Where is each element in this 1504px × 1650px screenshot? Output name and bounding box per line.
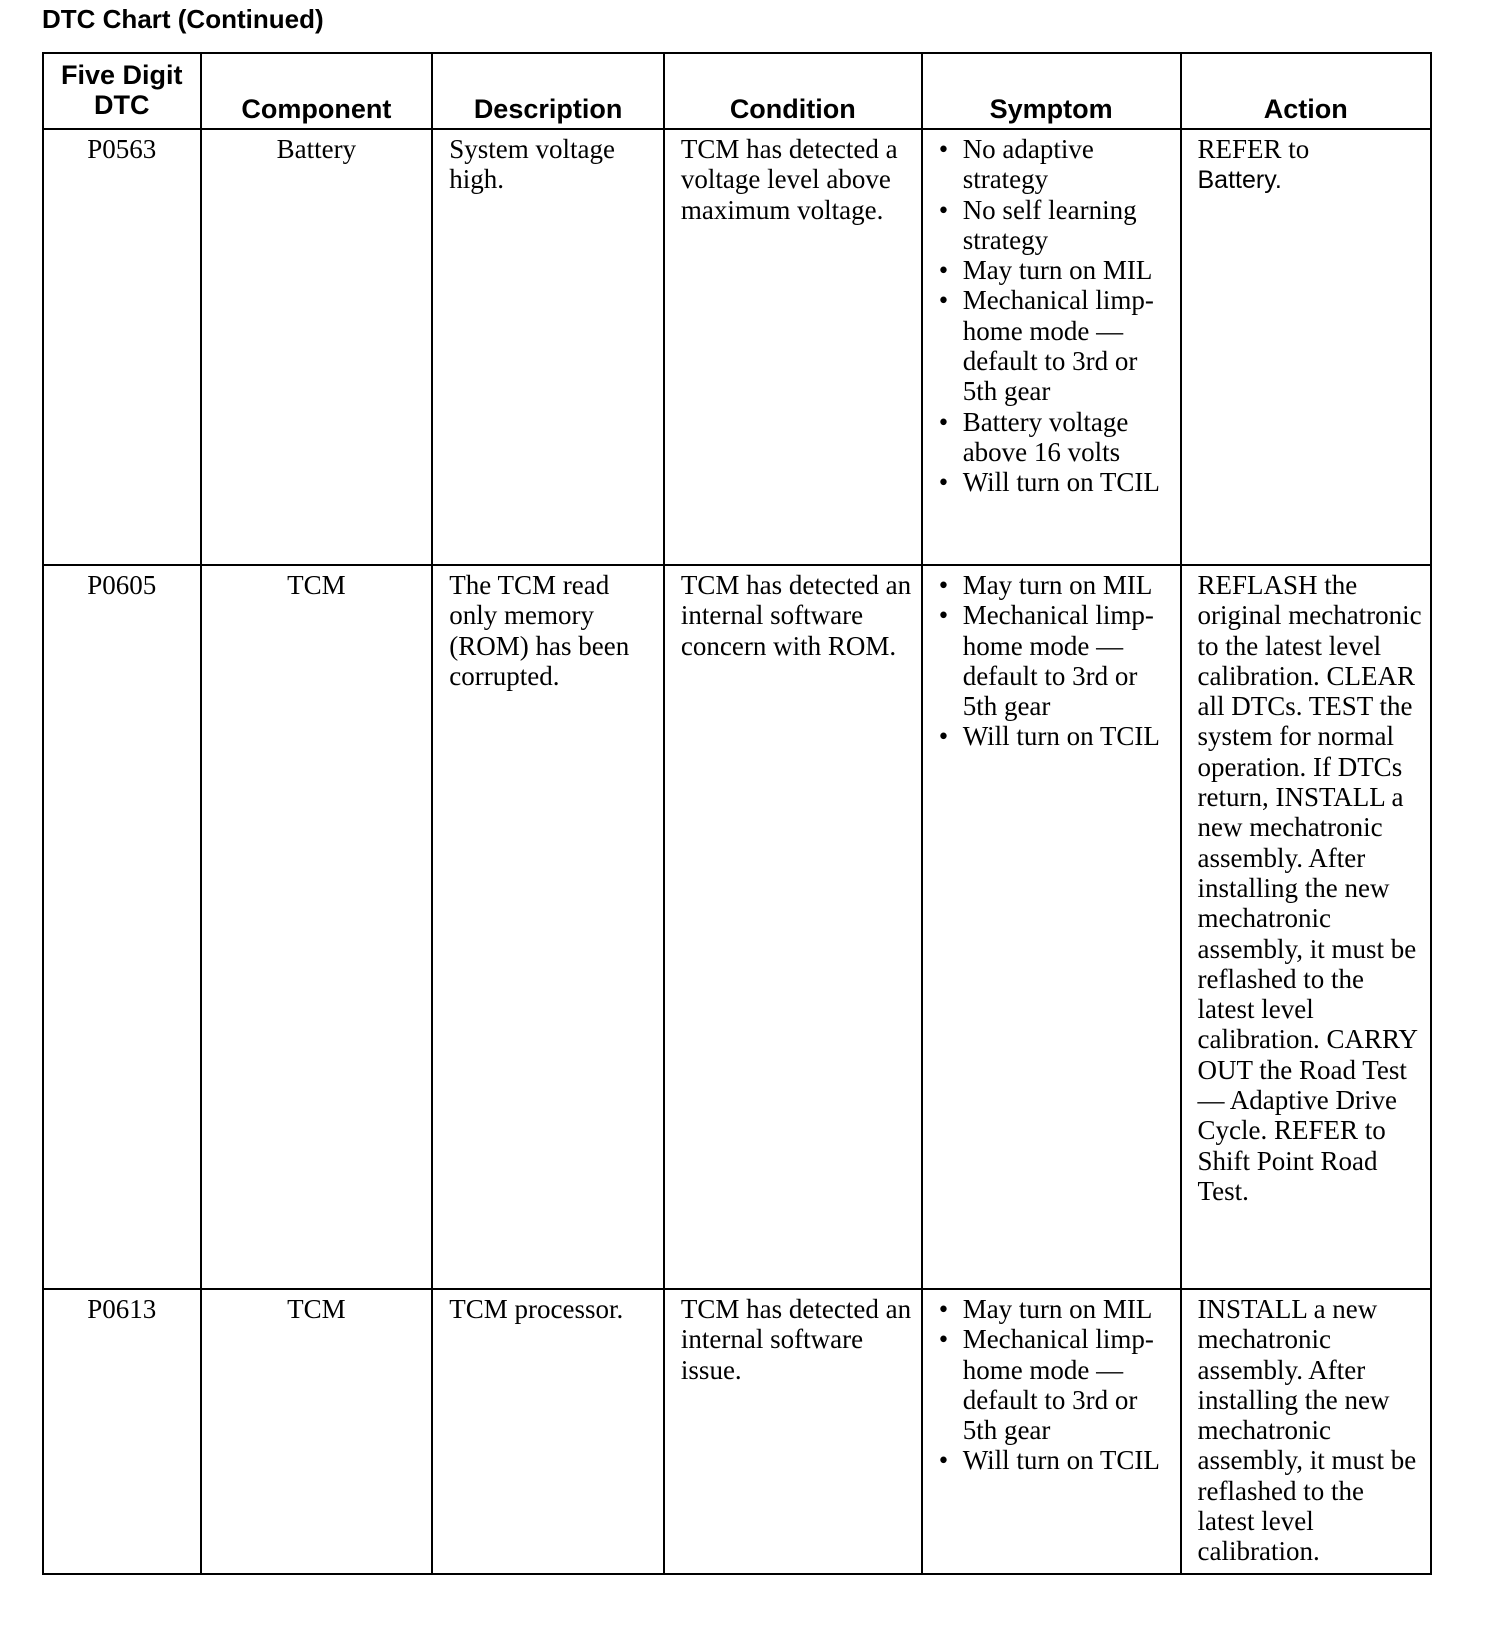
- condition: TCM has detected an internal software concern with ROM.: [664, 565, 922, 1289]
- col-header-description: Description: [432, 53, 664, 129]
- component: Battery: [201, 129, 433, 565]
- condition: TCM has detected a voltage level above maximum voltage.: [664, 129, 922, 565]
- symptom-cell: [922, 1289, 1181, 1574]
- dtc-table: [42, 52, 1432, 1575]
- symptom-item: • May turn on MIL: [939, 255, 1174, 285]
- symptom-list: [939, 1294, 1174, 1476]
- symptom-cell: [922, 565, 1181, 1289]
- symptom-item: • May turn on MIL: [939, 1294, 1174, 1324]
- action-cell: [1181, 129, 1432, 565]
- dtc-code: P0613: [43, 1289, 201, 1574]
- symptom-item: • No self learning strategy: [939, 195, 1174, 256]
- action-text: REFLASH the original mechatronic to the latest level calibration. CLEAR all DTCs. TEST the system for normal operation. If DTCs return, INSTALL a new mechatronic assembly. After installing the new mechatronic assembly, it must be reflashed to the latest level calibration. CARRY OUT the Road Test — Adaptive Drive Cycle. REFER to Shift Point Road Test.: [1181, 565, 1432, 1289]
- symptom-cell: [922, 129, 1181, 565]
- header-row: [43, 53, 1431, 129]
- table-row: [43, 129, 1431, 565]
- symptom-list: [939, 134, 1174, 498]
- col-header-symptom: Symptom: [922, 53, 1181, 129]
- dtc-code: P0563: [43, 129, 201, 565]
- symptom-item: • Mechanical limp-home mode — default to 3rd or 5th gear: [939, 285, 1174, 406]
- component: TCM: [201, 565, 433, 1289]
- component: TCM: [201, 1289, 433, 1574]
- symptom-item: • Battery voltage above 16 volts: [939, 407, 1174, 468]
- col-header-component: Component: [201, 53, 433, 129]
- description: The TCM read only memory (ROM) has been corrupted.: [432, 565, 664, 1289]
- symptom-item: • Mechanical limp-home mode — default to 3rd or 5th gear: [939, 1324, 1174, 1445]
- symptom-item: • May turn on MIL: [939, 570, 1174, 600]
- description: System voltage high.: [432, 129, 664, 565]
- page-title: DTC Chart (Continued): [42, 4, 324, 34]
- battery-reference: Battery.: [1197, 166, 1282, 195]
- col-header-action: Action: [1181, 53, 1432, 129]
- col-header-dtc: Five Digit DTC: [43, 53, 201, 129]
- symptom-list: [939, 570, 1174, 752]
- table-row: [43, 565, 1431, 1289]
- col-header-condition: Condition: [664, 53, 922, 129]
- symptom-item: • Will turn on TCIL: [939, 467, 1174, 497]
- symptom-item: • No adaptive strategy: [939, 134, 1174, 195]
- action-text: REFER to: [1197, 134, 1310, 164]
- table-row: [43, 1289, 1431, 1574]
- action-text: INSTALL a new mechatronic assembly. After installing the new mechatronic assembly, it must be reflashed to the latest level calibration.: [1181, 1289, 1432, 1574]
- symptom-item: • Will turn on TCIL: [939, 721, 1174, 751]
- description: TCM processor.: [432, 1289, 664, 1574]
- condition: TCM has detected an internal software issue.: [664, 1289, 922, 1574]
- symptom-item: • Will turn on TCIL: [939, 1445, 1174, 1475]
- symptom-item: • Mechanical limp-home mode — default to 3rd or 5th gear: [939, 600, 1174, 721]
- dtc-code: P0605: [43, 565, 201, 1289]
